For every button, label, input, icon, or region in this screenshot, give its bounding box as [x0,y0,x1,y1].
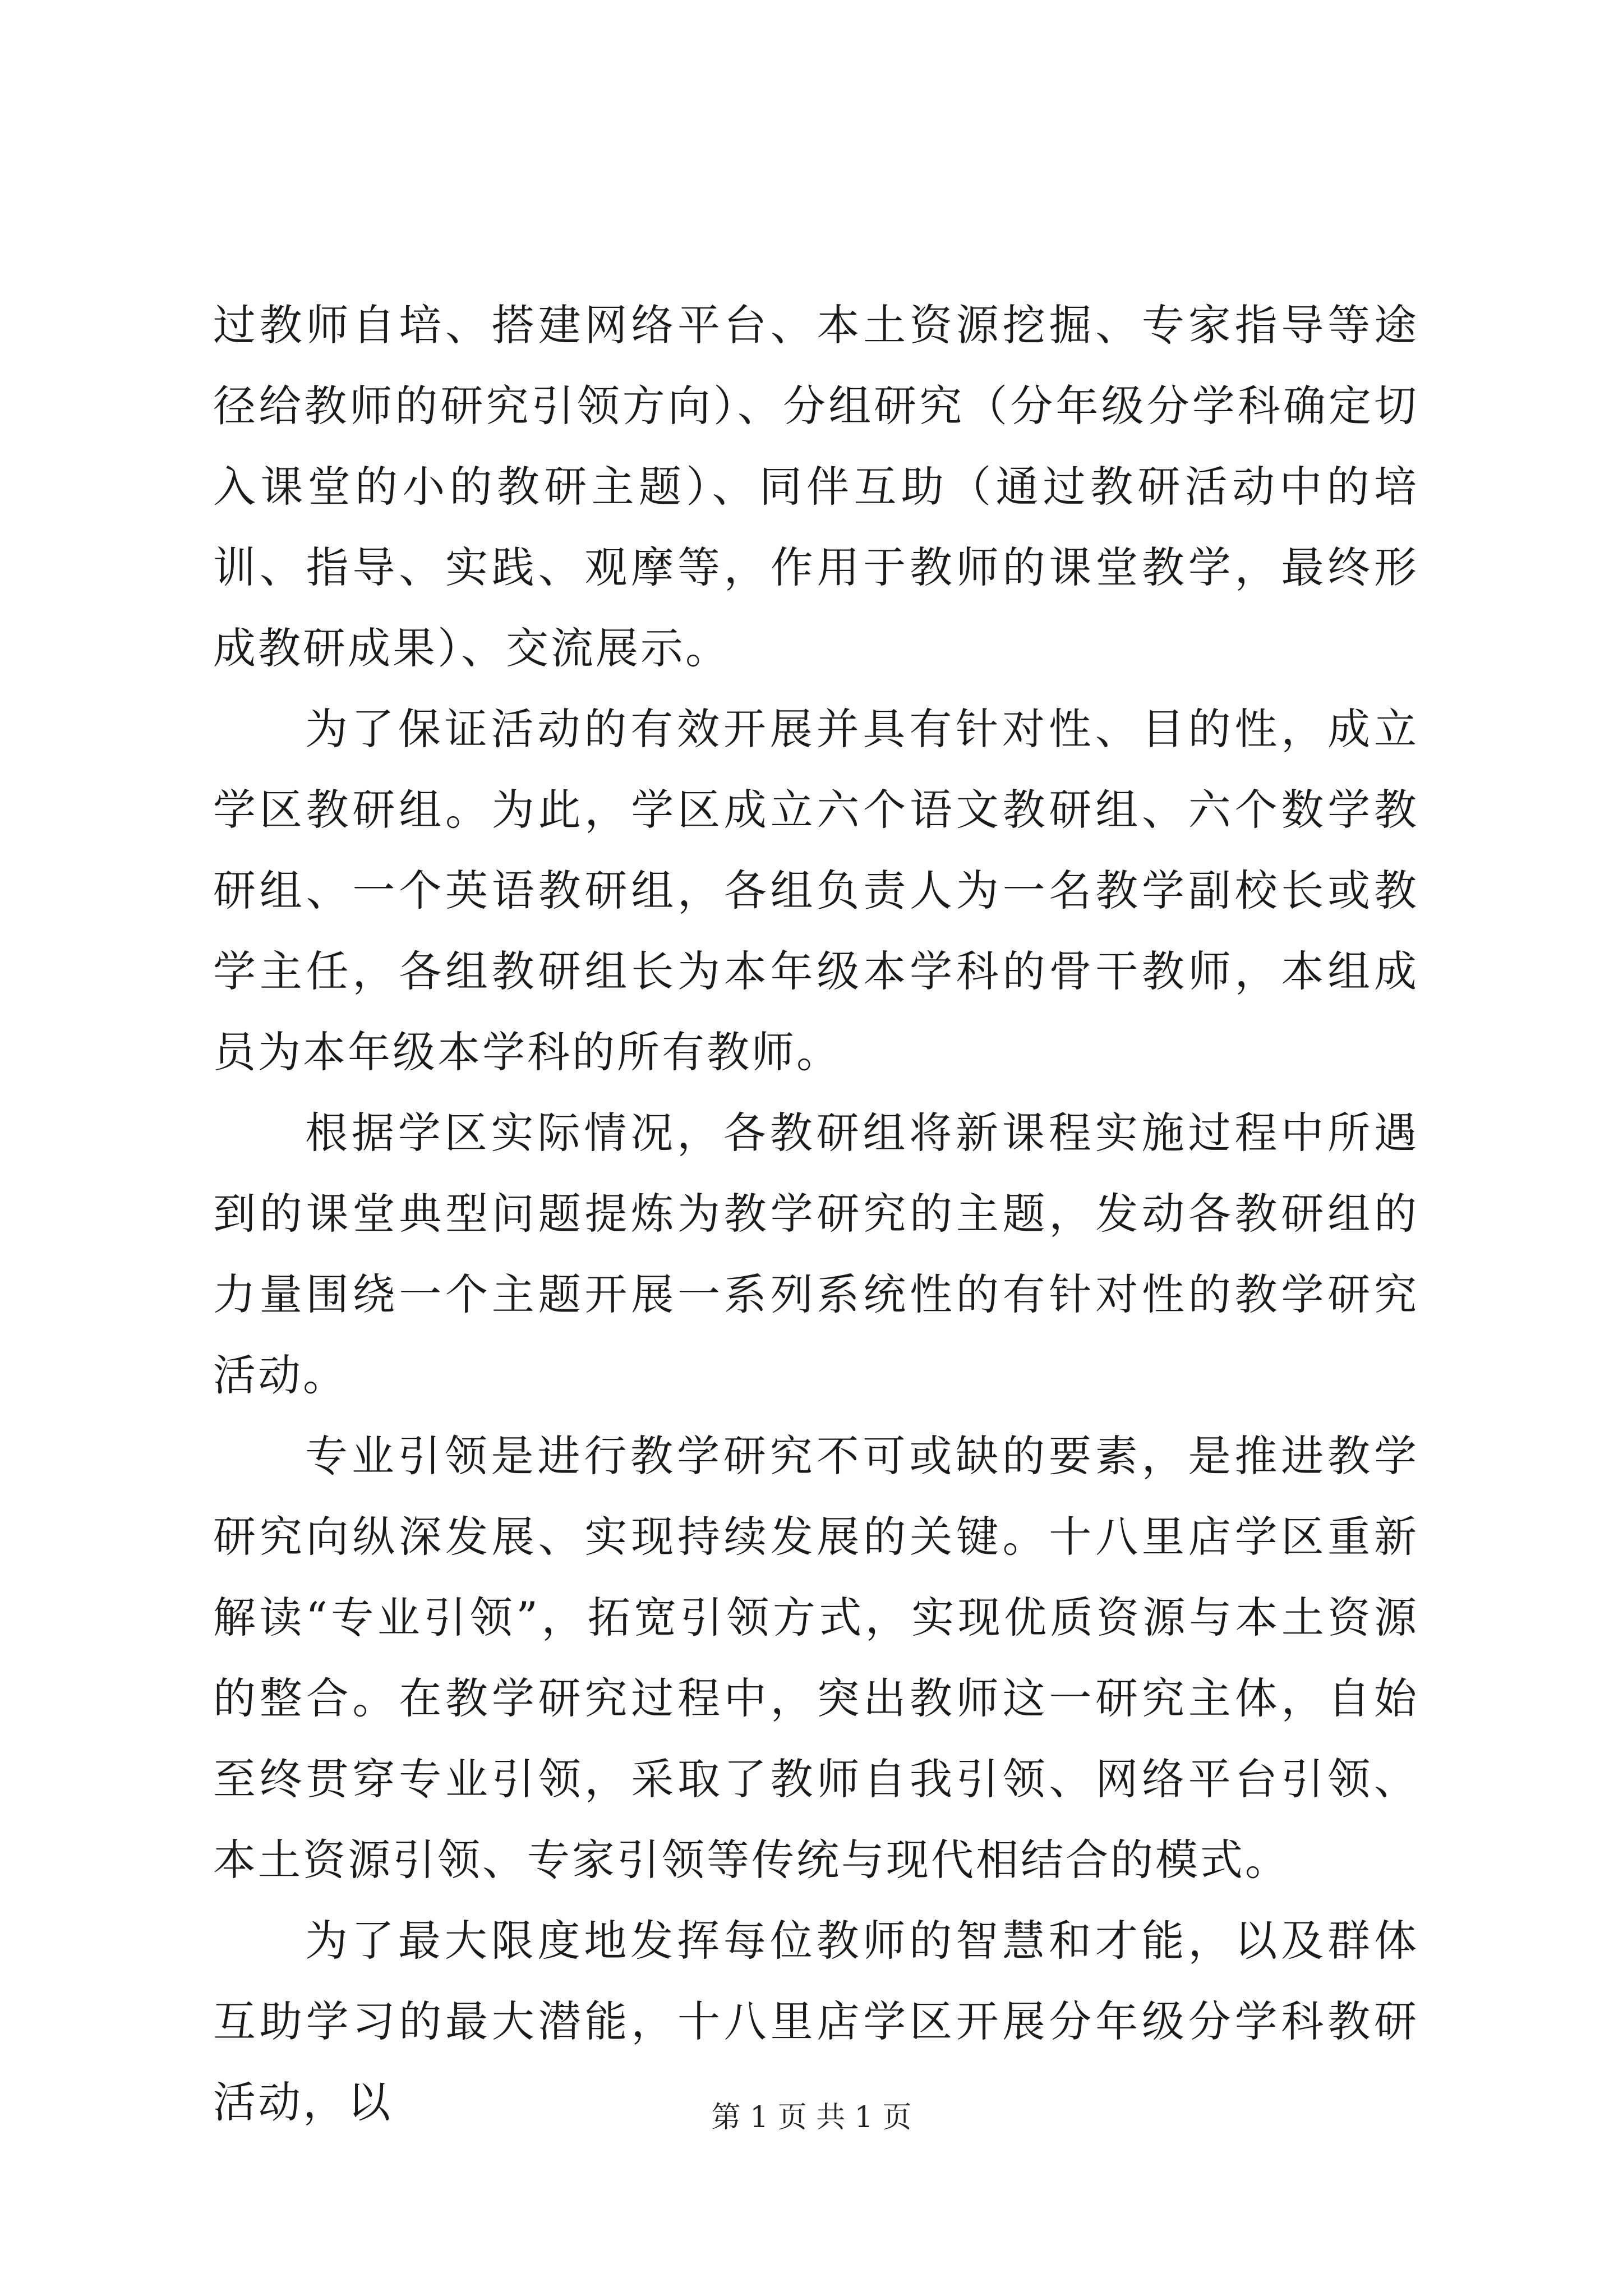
paragraph-2: 为了保证活动的有效开展并具有针对性、目的性，成立学区教研组。为此，学区成立六个语文教研组、六个数学教研组、一个英语教研组，各组负责人为一名教学副校长或教学主任，各组教研组长为本年级本学科的骨干教师，本组成员为本年级本学科的所有教师。 [213,704,1419,1077]
paragraph-3: 根据学区实际情况，各教研组将新课程实施过程中所遇到的课堂典型问题提炼为教学研究的主题，发动各教研组的力量围绕一个主题开展一系列系统性的有针对性的教学研究活动。 [213,1108,1419,1400]
paragraph-4: 专业引领是进行教学研究不可或缺的要素，是推进教学研究向纵深发展、实现持续发展的关键。十八里店学区重新解读“专业引领”，拓宽引领方式，实现优质资源与本土资源的整合。在教学研究过程中，突出教师这一研究主体，自始至终贯穿专业引领，采取了教师自我引领、网络平台引领、本土资源引领、专家引领等传统与现代相结合的模式。 [213,1431,1419,1885]
paragraph-1: 过教师自培、搭建网络平台、本土资源挖掘、专家指导等途径给教师的研究引领方向）、分组研究（分年级分学科确定切入课堂的小的教研主题）、同伴互助（通过教研活动中的培训、指导、实践、观摩等，作用于教师的课堂教学，最终形成教研成果）、交流展示。 [213,300,1419,673]
paragraph-5: 为了最大限度地发挥每位教师的智慧和才能，以及群体互助学习的最大潜能，十八里店学区开展分年级分学科教研活动，以 [213,1916,1419,2127]
page-number-footer: 第 1 页 共 1 页 [711,2101,912,2134]
document-body [213,285,1419,2143]
